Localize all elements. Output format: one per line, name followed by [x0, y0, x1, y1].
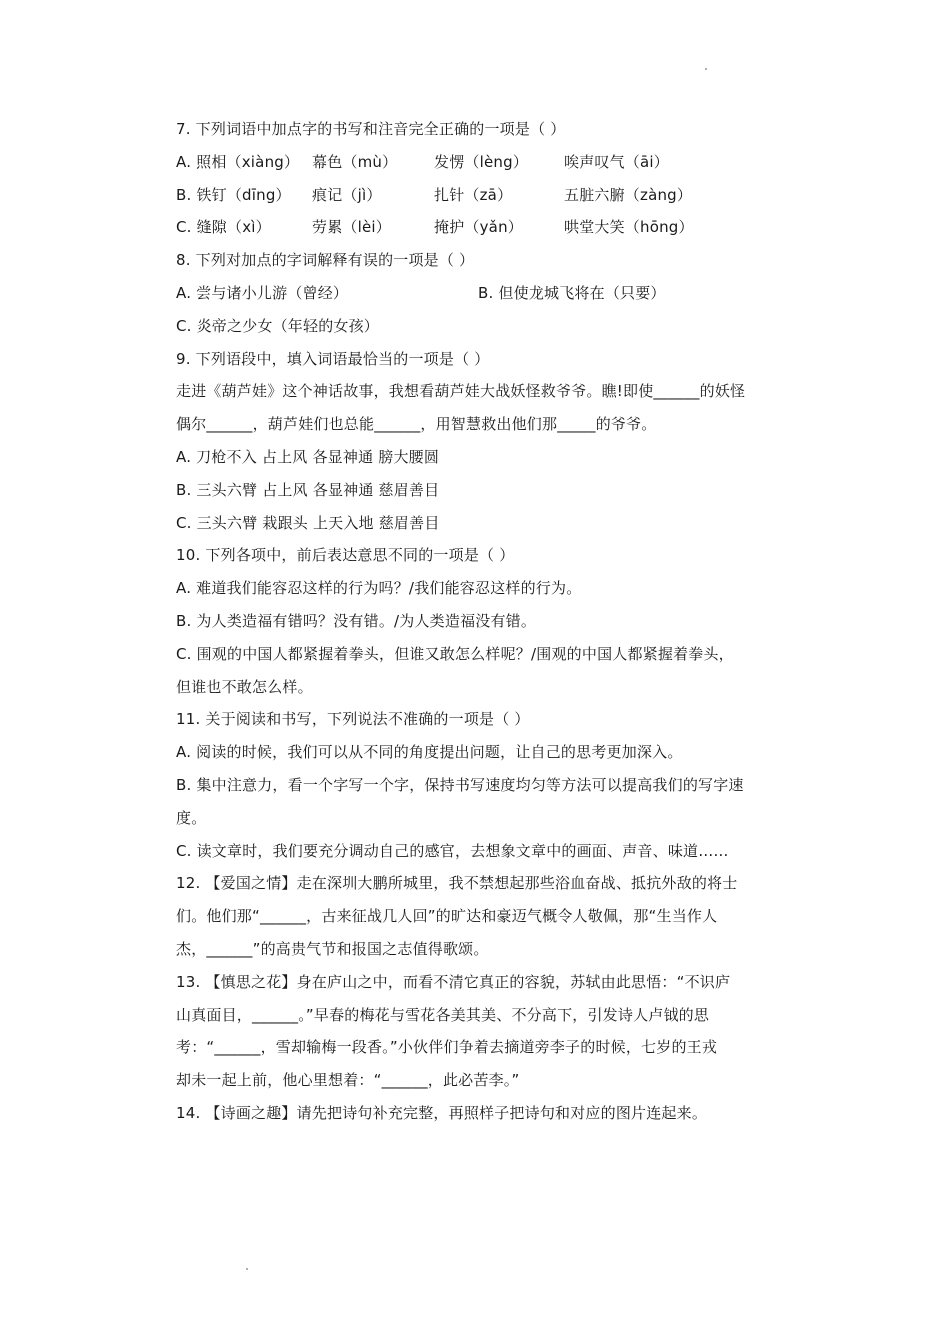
q7-option-c: C. 缝隙（xì） 劳累（lèi） 掩护（yǎn） 哄堂大笑（hōng）: [176, 218, 694, 237]
q9-option-c: C. 三头六臂 栽跟头 上天入地 慈眉善目: [176, 513, 440, 532]
scan-speck-top: [705, 68, 707, 70]
q12-line-2: 们。他们那“______，古来征战几人回”的旷达和豪迈气概令人敬佩，那“生当作人: [176, 907, 718, 926]
q10-option-b: B. 为人类造福有错吗？没有错。/为人类造福没有错。: [176, 611, 537, 630]
q7-stem: 7. 下列词语中加点字的书写和注音完全正确的一项是（ ）: [176, 120, 566, 138]
q13-line-4: 却未一起上前，他心里想着：“______，此必苦李。”: [176, 1071, 520, 1090]
q12-line-3: 杰，______”的高贵气节和报国之志值得歌颂。: [176, 939, 489, 958]
q9-passage-line-2: 偶尔______，葫芦娃们也总能______，用智慧救出他们那_____的爷爷。: [176, 415, 657, 434]
q9-passage-line-1: 走进《葫芦娃》这个神话故事，我想看葫芦娃大战妖怪救爷爷。瞧!即使______的妖怪: [176, 382, 746, 401]
q13-line-3: 考：“______，雪却输梅一段香。”小伙伴们争着去摘道旁李子的时候，七岁的王戎: [176, 1038, 718, 1057]
scan-speck-bottom: [246, 1268, 248, 1270]
q8-option-a: A. 尝与诸小儿游（曾经）: [176, 283, 349, 302]
q8-option-b: B. 但使龙城飞将在（只要）: [478, 283, 666, 302]
q10-option-a: A. 难道我们能容忍这样的行为吗？/我们能容忍这样的行为。: [176, 579, 582, 598]
q10-option-c-line-1: C. 围观的中国人都紧握着拳头，但谁又敢怎么样呢？/围观的中国人都紧握着拳头，: [176, 644, 734, 663]
q9-option-b: B. 三头六臂 占上风 各显神通 慈眉善目: [176, 480, 440, 499]
q9-stem: 9. 下列语段中，填入词语最恰当的一项是（ ）: [176, 349, 490, 368]
q7-option-b: B. 铁钉（dīng） 痕记（jì） 扎针（zā） 五脏六腑（zàng）: [176, 185, 693, 204]
q11-option-b-line-2: 度。: [176, 808, 207, 827]
q8-options-ab: [176, 277, 816, 310]
q13-line-1: 13. 【慎思之花】身在庐山之中，而看不清它真正的容貌，苏轼由此思悟：“不识庐: [176, 972, 731, 991]
q10-stem: 10. 下列各项中，前后表达意思不同的一项是（ ）: [176, 546, 515, 565]
q14-line-1: 14. 【诗画之趣】请先把诗句补充完整，再照样子把诗句和对应的图片连起来。: [176, 1103, 708, 1122]
q11-option-a: A. 阅读的时候，我们可以从不同的角度提出问题，让自己的思考更加深入。: [176, 743, 683, 762]
q7-option-a: A. 照相（xiàng） 幕色（mù） 发愣（lèng） 唉声叹气（āi）: [176, 152, 669, 171]
q11-option-c: C. 读文章时，我们要充分调动自己的感官，去想象文章中的画面、声音、味道……: [176, 841, 729, 860]
q11-option-b-line-1: B. 集中注意力，看一个字写一个字，保持书写速度均匀等方法可以提高我们的写字速: [176, 775, 744, 794]
q10-option-c-line-2: 但谁也不敢怎么样。: [176, 677, 313, 696]
q8-stem: 8. 下列对加点的字词解释有误的一项是（ ）: [176, 251, 475, 270]
q11-stem: 11. 关于阅读和书写，下列说法不准确的一项是（ ）: [176, 710, 530, 729]
question-list: [176, 113, 816, 1130]
q9-option-a: A. 刀枪不入 占上风 各显神通 膀大腰圆: [176, 447, 440, 466]
q12-line-1: 12. 【爱国之情】走在深圳大鹏所城里，我不禁想起那些浴血奋战、抵抗外敌的将士: [176, 874, 738, 893]
q8-option-c: C. 炎帝之少女（年轻的女孩）: [176, 316, 380, 335]
q13-line-2: 山真面目，______。”早春的梅花与雪花各美其美、不分高下，引发诗人卢钺的思: [176, 1005, 710, 1024]
